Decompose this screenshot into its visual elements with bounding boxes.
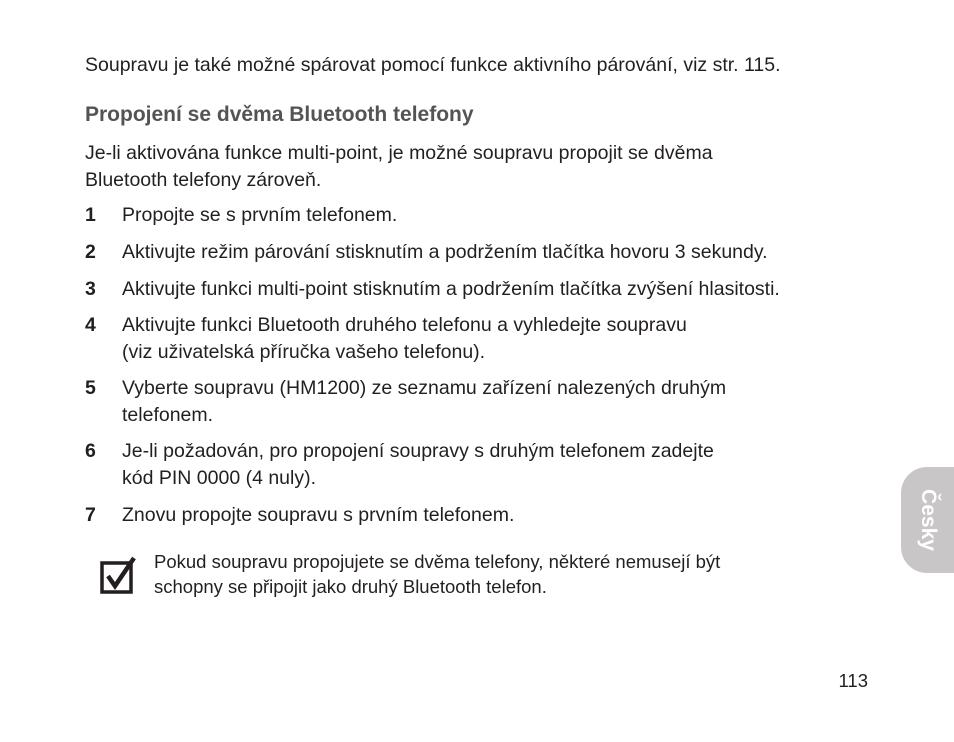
step-text [122,276,882,303]
step-line: (viz uživatelská příručka vašeho telefonu). [122,341,486,363]
step-text [122,438,882,492]
step-line: kód PIN 0000 (4 nuly). [122,467,317,489]
step-number: 2 [85,241,96,263]
language-side-tab [901,467,954,573]
checkbox-note-icon [100,556,138,594]
note-text [154,549,854,599]
step-line: Je-li požadován, pro propojení soupravy s druhým telefonem zadejte [122,440,714,462]
step-line: Vyberte soupravu (HM1200) ze seznamu zařízení nalezených druhým [122,377,727,399]
description-paragraph [85,140,713,194]
step-number: 7 [85,504,96,526]
step-text [122,202,882,229]
step-line: Aktivujte funkci Bluetooth druhého telefonu a vyhledejte soupravu [122,314,687,336]
step-number: 6 [85,440,96,462]
step-text [122,502,882,529]
note-line-1: Pokud soupravu propojujete se dvěma telefony, některé nemusejí být [154,551,721,572]
step-line: telefonem. [122,404,214,426]
description-line-2: Bluetooth telefony zároveň. [85,169,322,191]
intro-paragraph: Soupravu je také možné spárovat pomocí funkce aktivního párování, viz str. 115. [85,54,781,76]
step-line: Aktivujte režim párování stisknutím a podržením tlačítka hovoru 3 sekundy. [122,241,768,263]
step-line: Propojte se s prvním telefonem. [122,204,398,226]
description-line-1: Je-li aktivována funkce multi-point, je možné soupravu propojit se dvěma [85,142,713,164]
step-text [122,312,882,366]
note-line-2: schopny se připojit jako druhý Bluetooth telefon. [154,576,547,597]
step-number: 1 [85,204,96,226]
step-text [122,375,882,429]
step-number: 3 [85,278,96,300]
section-title: Propojení se dvěma Bluetooth telefony [85,103,474,126]
step-number: 4 [85,314,96,336]
step-number: 5 [85,377,96,399]
language-tab-label: Česky [917,489,940,551]
step-line: Znovu propojte soupravu s prvním telefonem. [122,504,515,526]
step-line: Aktivujte funkci multi-point stisknutím a podržením tlačítka zvýšení hlasitosti. [122,278,780,300]
page-number: 113 [838,670,868,691]
step-text [122,239,882,266]
